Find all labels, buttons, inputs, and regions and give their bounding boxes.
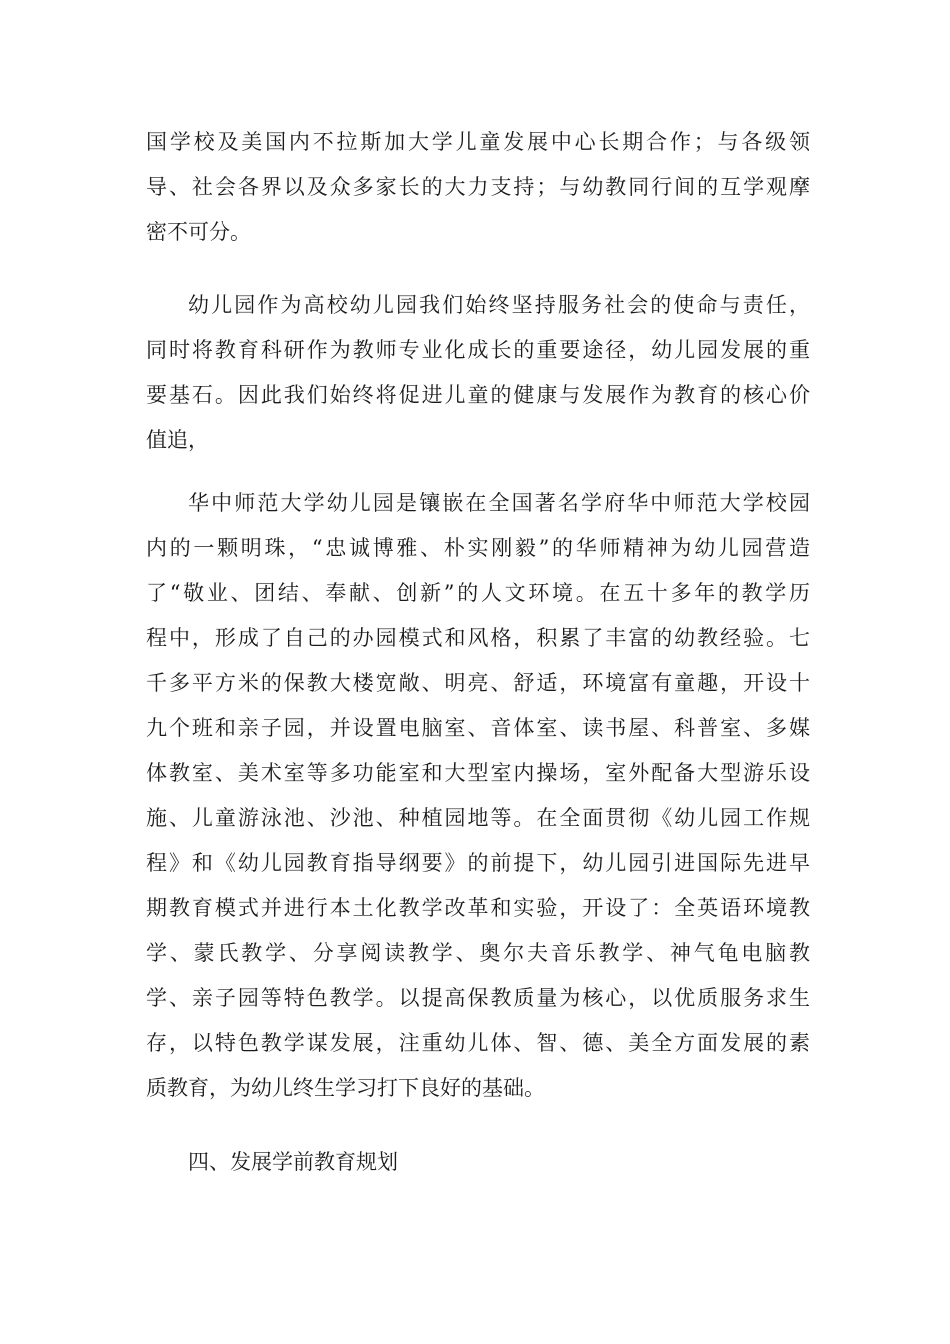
text-line: 程》和《幼儿园教育指导纲要》的前提下，幼儿园引进国际先进早	[146, 851, 810, 875]
text-line: 质教育，为幼儿终生学习打下良好的基础。	[146, 1076, 545, 1100]
text-line: 要基石。因此我们始终将促进儿童的健康与发展作为教育的核心价	[146, 383, 810, 407]
text-line: 千多平方米的保教大楼宽敞、明亮、舒适，环境富有童趣，开设十	[146, 671, 810, 695]
section-heading: 四、发展学前教育规划	[188, 1150, 398, 1174]
text-line: 国学校及美国内不拉斯加大学儿童发展中心长期合作；与各级领	[146, 130, 810, 154]
text-line: 体教室、美术室等多功能室和大型室内操场，室外配备大型游乐设	[146, 761, 810, 785]
text-line: 施、儿童游泳池、沙池、种植园地等。在全面贯彻《幼儿园工作规	[146, 806, 810, 830]
text-line: 同时将教育科研作为教师专业化成长的重要途径，幼儿园发展的重	[146, 338, 810, 362]
text-line: 密不可分。	[146, 220, 251, 244]
text-line: 学、亲子园等特色教学。以提高保教质量为核心，以优质服务求生	[146, 986, 810, 1010]
text-line: 九个班和亲子园，并设置电脑室、音体室、读书屋、科普室、多媒	[146, 716, 810, 740]
paragraph-first-line: 幼儿园作为高校幼儿园我们始终坚持服务社会的使命与责任，	[188, 293, 810, 317]
paragraph-first-line: 华中师范大学幼儿园是镶嵌在全国著名学府华中师范大学校园	[188, 491, 810, 515]
text-line: 期教育模式并进行本土化教学改革和实验，开设了：全英语环境教	[146, 896, 810, 920]
text-line: 了“敬业、团结、奉献、创新”的人文环境。在五十多年的教学历	[146, 581, 810, 605]
text-line: 值追，	[146, 428, 209, 452]
text-line: 程中，形成了自己的办园模式和风格，积累了丰富的幼教经验。七	[146, 626, 810, 650]
text-line: 学、蒙氏教学、分享阅读教学、奥尔夫音乐教学、神气龟电脑教	[146, 941, 810, 965]
text-line: 存，以特色教学谋发展，注重幼儿体、智、德、美全方面发展的素	[146, 1031, 810, 1055]
text-line: 导、社会各界以及众多家长的大力支持；与幼教同行间的互学观摩	[146, 175, 810, 199]
text-line: 内的一颗明珠，“忠诚博雅、朴实刚毅”的华师精神为幼儿园营造	[146, 536, 810, 560]
